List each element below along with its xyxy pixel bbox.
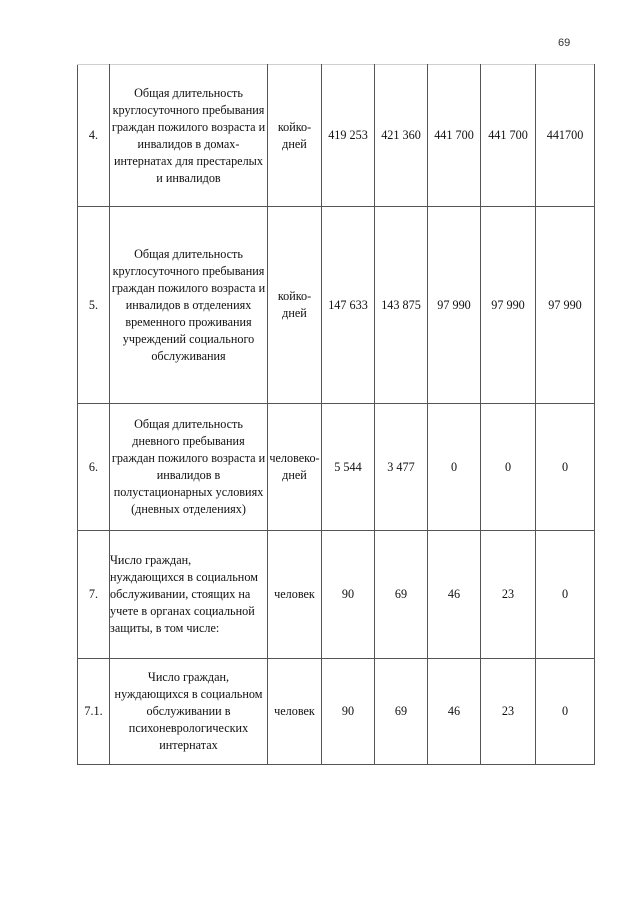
value-year-4: 23 [481, 531, 536, 659]
row-number: 6. [78, 404, 110, 531]
page-number: 69 [558, 37, 571, 49]
value-year-3: 46 [428, 659, 481, 765]
value-year-4: 441 700 [481, 65, 536, 207]
row-number: 7. [78, 531, 110, 659]
unit-of-measure: человеко-дней [268, 404, 322, 531]
value-year-4: 23 [481, 659, 536, 765]
value-year-1: 90 [322, 659, 375, 765]
value-year-5: 0 [536, 404, 595, 531]
value-year-5: 0 [536, 659, 595, 765]
row-number: 5. [78, 207, 110, 404]
value-year-2: 143 875 [375, 207, 428, 404]
table-row [78, 65, 595, 207]
row-number: 4. [78, 65, 110, 207]
value-year-1: 419 253 [322, 65, 375, 207]
table-row [78, 659, 595, 765]
unit-of-measure: человек [268, 531, 322, 659]
unit-of-measure: человек [268, 659, 322, 765]
indicator-name: Общая длительность круглосуточного пребывания граждан пожилого возраста и инвалидов в отделениях временного проживания учреждений социального обслуживания [110, 207, 268, 404]
value-year-3: 97 990 [428, 207, 481, 404]
indicator-name: Общая длительность дневного пребывания граждан пожилого возраста и инвалидов в полустационарных условиях (дневных отделениях) [110, 404, 268, 531]
unit-of-measure: койко-дней [268, 65, 322, 207]
table-row [78, 404, 595, 531]
indicator-name: Общая длительность круглосуточного пребывания граждан пожилого возраста и инвалидов в домах-интернатах для престарелых и инвалидов [110, 65, 268, 207]
value-year-2: 3 477 [375, 404, 428, 531]
value-year-5: 0 [536, 531, 595, 659]
value-year-2: 69 [375, 659, 428, 765]
value-year-1: 5 544 [322, 404, 375, 531]
value-year-4: 97 990 [481, 207, 536, 404]
value-year-5: 97 990 [536, 207, 595, 404]
table-row [78, 207, 595, 404]
value-year-2: 69 [375, 531, 428, 659]
indicator-name: Число граждан, нуждающихся в социальном обслуживании в психоневрологических интернатах [110, 659, 268, 765]
unit-of-measure: койко-дней [268, 207, 322, 404]
value-year-4: 0 [481, 404, 536, 531]
value-year-3: 0 [428, 404, 481, 531]
value-year-1: 90 [322, 531, 375, 659]
indicator-name: Число граждан, нуждающихся в социальном обслуживании, стоящих на учете в органах социальной защиты, в том числе: [110, 531, 268, 659]
row-number: 7.1. [78, 659, 110, 765]
indicators-table [77, 64, 595, 765]
value-year-1: 147 633 [322, 207, 375, 404]
value-year-3: 441 700 [428, 65, 481, 207]
value-year-2: 421 360 [375, 65, 428, 207]
value-year-5: 441700 [536, 65, 595, 207]
value-year-3: 46 [428, 531, 481, 659]
table-row [78, 531, 595, 659]
